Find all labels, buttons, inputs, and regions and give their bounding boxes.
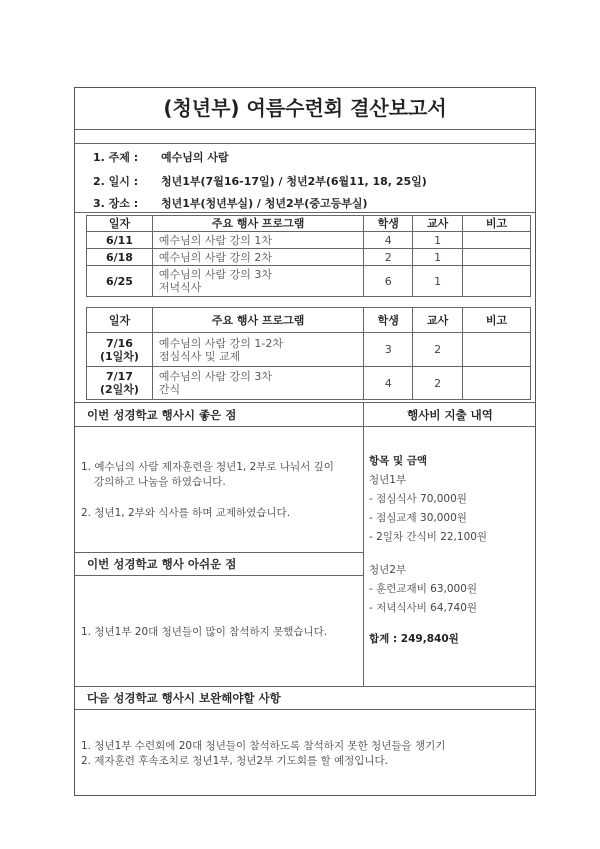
- regret-points-heading: 이번 성경학교 행사 아쉬운 점: [87, 557, 237, 571]
- schedule-table-youth1: [86, 307, 531, 400]
- improvement-item: 1. 청년1부 수련회에 20대 청년들이 참석하도록 참석하지 못한 청년들을 챙기기: [81, 740, 446, 752]
- expenses-total: 합계 : 249,840원: [369, 633, 459, 645]
- divider: [75, 552, 363, 553]
- date-line: 7/16: [105, 336, 133, 350]
- cell-program: [152, 367, 363, 400]
- cell-program: 예수님의 사람 강의 1차: [152, 232, 363, 249]
- improvements-list: [81, 739, 531, 769]
- cell-teachers: 2: [413, 367, 463, 400]
- report-document: [74, 87, 536, 796]
- program-line: 점심식사 및 교제: [158, 349, 241, 363]
- info-label: 2. 일시 :: [93, 175, 139, 188]
- divider: [75, 426, 535, 427]
- cell-students: 2: [364, 249, 413, 266]
- cell-note: [463, 249, 531, 266]
- cell-students: 4: [364, 232, 413, 249]
- program-line: 간식: [158, 383, 181, 396]
- cell-students: 6: [364, 266, 413, 297]
- col-students: 학생: [364, 308, 413, 333]
- good-point-item: [81, 460, 361, 490]
- report-title: (청년부) 여름수련회 결산보고서: [75, 88, 535, 130]
- table-header-row: [87, 216, 531, 232]
- info-value: 청년1부(청년부실) / 청년2부(중고등부실): [161, 197, 368, 210]
- program-line: 예수님의 사람 강의 3차: [158, 370, 273, 383]
- improvement-item: 2. 제자훈련 후속조치로 청년1부, 청년2부 기도회를 할 예정입니다.: [81, 755, 388, 767]
- info-topic: [93, 149, 229, 165]
- cell-date: 6/25: [87, 266, 153, 297]
- info-value: 청년1부(7월16-17일) / 청년2부(6월11, 18, 25일): [161, 175, 427, 188]
- expense-item: - 2일차 간식비 22,100원: [369, 531, 488, 543]
- table-row: [87, 333, 531, 367]
- table-row: [87, 367, 531, 400]
- column-divider: [363, 402, 364, 686]
- col-teachers: 교사: [413, 216, 463, 232]
- col-program: 주요 행사 프로그램: [152, 216, 363, 232]
- cell-note: [463, 367, 531, 400]
- expense-item: - 점심식사 70,000원: [369, 493, 467, 505]
- good-points-heading: 이번 성경학교 행사시 좋은 점: [87, 408, 237, 422]
- info-date: [93, 173, 427, 189]
- cell-program: 예수님의 사람 강의 2차: [152, 249, 363, 266]
- col-note: 비고: [463, 308, 531, 333]
- cell-program: [152, 266, 363, 297]
- cell-note: [463, 232, 531, 249]
- cell-date: [87, 367, 153, 400]
- cell-teachers: 2: [413, 333, 463, 367]
- regret-point-item: 1. 청년1부 20대 청년들이 많이 참석하지 못했습니다.: [81, 626, 328, 638]
- divider: [75, 575, 363, 576]
- table-row: [87, 266, 531, 297]
- col-teachers: 교사: [413, 308, 463, 333]
- col-date: 일자: [87, 308, 153, 333]
- col-students: 학생: [364, 216, 413, 232]
- info-value: 예수님의 사람: [161, 151, 229, 164]
- info-label: 3. 장소 :: [93, 197, 139, 210]
- col-note: 비고: [463, 216, 531, 232]
- cell-students: 4: [364, 367, 413, 400]
- cell-teachers: 1: [413, 232, 463, 249]
- col-date: 일자: [87, 216, 153, 232]
- cell-note: [463, 266, 531, 297]
- expenses-list: [369, 452, 487, 649]
- expense-item: - 점심교제 30,000원: [369, 512, 467, 524]
- col-program: 주요 행사 프로그램: [152, 308, 363, 333]
- expense-group-name: 청년2부: [369, 564, 407, 576]
- program-line: 예수님의 사람 강의 1-2차: [158, 336, 283, 350]
- date-line: 7/17: [105, 370, 133, 383]
- expenses-subheading: 항목 및 금액: [369, 455, 428, 467]
- good-point-item: 2. 청년1, 2부와 식사를 하며 교제하였습니다.: [81, 507, 291, 519]
- divider: [75, 402, 535, 403]
- improvements-heading: 다음 성경학교 행사시 보완해야할 사항: [87, 691, 281, 705]
- expense-group-name: 청년1부: [369, 474, 407, 486]
- expense-item: - 훈련교재비 63,000원: [369, 583, 478, 595]
- program-line: 저녁식사: [158, 281, 202, 294]
- good-point-line: 1. 예수님의 사람 제자훈련을 청년1, 2부로 나눠서 깊이: [81, 461, 334, 473]
- cell-note: [463, 333, 531, 367]
- cell-students: 3: [364, 333, 413, 367]
- good-point-line: 강의하고 나눔을 하였습니다.: [94, 476, 226, 488]
- date-day: (1일차): [99, 349, 139, 363]
- cell-date: 6/18: [87, 249, 153, 266]
- table-row: [87, 232, 531, 249]
- divider: [75, 686, 535, 687]
- cell-teachers: 1: [413, 266, 463, 297]
- expenses-heading: 행사비 지출 내역: [407, 408, 493, 422]
- title-spacer-row: [75, 129, 535, 144]
- info-label: 1. 주제 :: [93, 151, 139, 164]
- divider: [75, 709, 535, 710]
- program-line: 예수님의 사람 강의 3차: [158, 268, 273, 281]
- table-header-row: [87, 308, 531, 333]
- divider: [75, 212, 535, 213]
- info-place: [93, 195, 367, 211]
- table-row: [87, 249, 531, 266]
- date-day: (2일차): [99, 383, 139, 396]
- cell-date: [87, 333, 153, 367]
- cell-teachers: 1: [413, 249, 463, 266]
- cell-program: [152, 333, 363, 367]
- expense-item: - 저녁식사비 64,740원: [369, 602, 478, 614]
- schedule-table-youth2: [86, 215, 531, 297]
- cell-date: 6/11: [87, 232, 153, 249]
